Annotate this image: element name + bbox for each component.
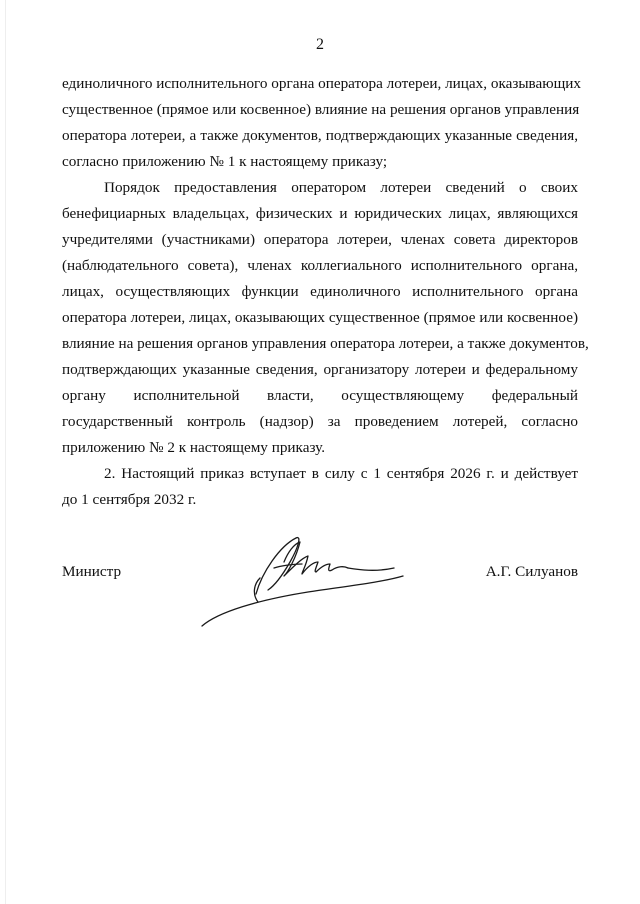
signer-name: А.Г. Силуанов xyxy=(485,563,578,580)
text-line: до 1 сентября 2032 г. xyxy=(62,491,197,508)
text-line: учредителями (участниками) оператора лотереи, членах совета директоров xyxy=(62,231,578,248)
text-line: органу исполнительной власти, осуществляющему федеральный xyxy=(62,387,578,404)
text-line: лицах, осуществляющих функции единоличного исполнительного органа xyxy=(62,283,578,300)
text-line: Порядок предоставления оператором лотереи сведений о своих xyxy=(104,179,578,196)
text-line: подтверждающих указанные сведения, организатору лотереи и федеральному xyxy=(62,361,578,378)
text-line: влияние на решения органов управления оператора лотереи, а также документов, xyxy=(62,335,589,352)
text-line: государственный контроль (надзор) за проведением лотерей, согласно xyxy=(62,413,578,430)
text-line: единоличного исполнительного органа оператора лотереи, лицах, оказывающих xyxy=(62,75,582,92)
signer-title: Министр xyxy=(62,563,122,580)
text-line: (наблюдательного совета), членах коллегиального исполнительного органа, xyxy=(62,257,578,274)
text-line: приложению № 2 к настоящему приказу. xyxy=(62,439,325,456)
page-number: 2 xyxy=(316,36,324,53)
text-line: оператора лотереи, а также документов, подтверждающих указанные сведения, xyxy=(62,127,578,144)
scan-edge-mark xyxy=(5,0,6,904)
text-line: существенное (прямое или косвенное) влияние на решения органов управления xyxy=(62,101,580,118)
text-line: согласно приложению № 1 к настоящему приказу; xyxy=(62,153,388,170)
text-line: 2. Настоящий приказ вступает в силу с 1 сентября 2026 г. и действует xyxy=(104,465,578,482)
text-line: оператора лотереи, лицах, оказывающих существенное (прямое или косвенное) xyxy=(62,309,578,326)
text-line: бенефициарных владельцах, физических и юридических лицах, являющихся xyxy=(62,205,578,222)
handwritten-signature xyxy=(198,532,408,632)
